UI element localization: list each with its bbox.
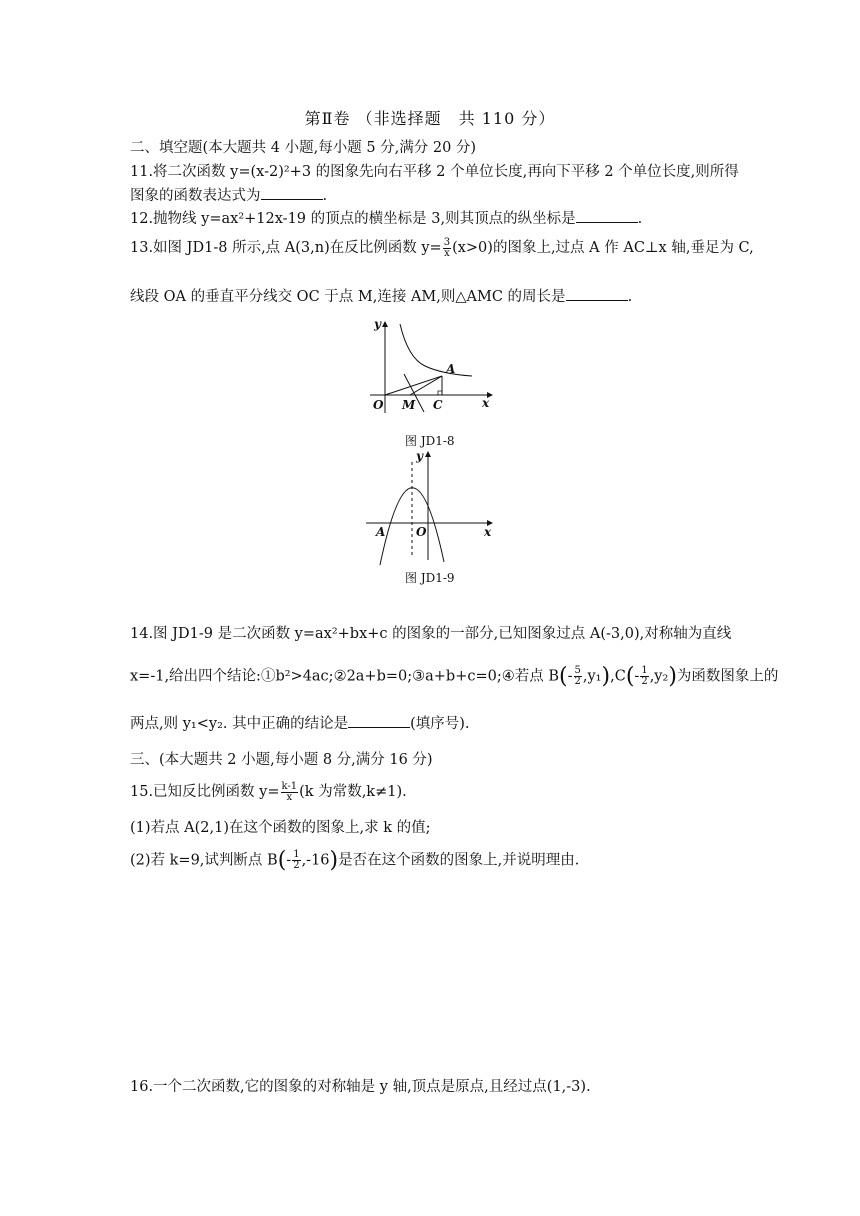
fraction: [443, 238, 451, 259]
label-o: O: [373, 398, 384, 412]
paren-open: (: [625, 664, 635, 689]
hyperbola-curve: [400, 324, 472, 376]
question-14-text-d: (填序号).: [410, 716, 470, 732]
paren-close: ): [668, 664, 677, 689]
label-y: y: [374, 318, 381, 331]
point-b-coords: ,y₁: [582, 668, 602, 685]
question-13-text-b: (x>0)的图象上,过点 A 作 AC⊥x 轴,垂足为 C,: [452, 240, 754, 256]
question-15: [130, 780, 407, 803]
figure-jd1-8: [360, 318, 500, 418]
section-2-heading: 二、填空题(本大题共 4 小题,每小题 5 分,满分 20 分): [130, 140, 477, 156]
question-14-line-2: x=-1,给出四个结论:①b²>4ac;②2a+b=0;③a+b+c=0;④若点 B(- $\frac{5}{2}$ ,y₁),C(- $\frac{1}{2}$ ,y₂)为函数图象上的: [130, 664, 779, 689]
section-3-heading: 三、(本大题共 2 小题,每小题 8 分,满分 16 分): [130, 752, 433, 768]
fraction-numerator: 1: [641, 665, 648, 676]
fraction: [574, 666, 582, 687]
fraction: [640, 666, 648, 687]
question-13-line-2: 线段 OA 的垂直平分线交 OC 于点 M,连接 AM,则△AMC 的周长是 .: [130, 289, 633, 305]
label-c: C: [433, 398, 443, 412]
fraction-denominator: x: [444, 247, 450, 259]
paren-open: (: [277, 848, 287, 873]
question-11-text: 图象的函数表达式为: [130, 188, 261, 204]
part-title: 第Ⅱ卷 （非选择题 共 110 分）: [304, 109, 556, 128]
label-y: y: [416, 450, 423, 463]
question-14-text-b: 为函数图象上的: [676, 668, 779, 685]
fraction-numerator: 1: [293, 849, 300, 860]
question-12: 12.抛物线 y=ax²+12x-19 的顶点的横坐标是 3,则其顶点的纵坐标是 .: [130, 211, 643, 227]
figure-9-caption: 图 JD1-9: [405, 571, 455, 585]
point-c-label: ,C: [610, 668, 626, 685]
question-15-part-2: (2)若 k=9,试判断点 B(- $\frac{1}{2}$ ,-16)是否在这个函数的图象上,并说明理由.: [130, 848, 580, 873]
question-15-2-text-b: 是否在这个函数的图象上,并说明理由.: [338, 852, 580, 869]
figure-8-caption: 图 JD1-8: [405, 434, 455, 448]
point-b-coords: ,-16: [301, 852, 330, 869]
question-14-text-a: x=-1,给出四个结论:①b²>4ac;②2a+b=0;③a+b+c=0;④若点 B: [130, 668, 559, 685]
figure-jd1-9: [362, 450, 502, 566]
question-15-text-b: (k 为常数,k≠1).: [299, 784, 407, 800]
question-14-line-3: [130, 712, 470, 733]
fraction-numerator: 5: [574, 665, 581, 676]
question-12-text: 12.抛物线 y=ax²+12x-19 的顶点的横坐标是 3,则其顶点的纵坐标是: [130, 211, 576, 227]
fraction-denominator: 2: [574, 676, 581, 687]
question-14-line-1: 14.图 JD1-9 是二次函数 y=ax²+bx+c 的图象的一部分,已知图象过点 A(-3,0),对称轴为直线: [130, 626, 732, 642]
question-16: 16.一个二次函数,它的图象的对称轴是 y 轴,顶点是原点,且经过点(1,-3).: [130, 1079, 591, 1095]
question-13-text-c: 线段 OA 的垂直平分线交 OC 于点 M,连接 AM,则△AMC 的周长是: [130, 289, 566, 305]
answer-blank: [576, 210, 638, 223]
label-m: M: [402, 398, 416, 412]
question-14-text-c: 两点,则 y₁<y₂. 其中正确的结论是: [130, 716, 349, 732]
label-x: x: [484, 525, 492, 539]
question-13-line-1: [130, 236, 754, 259]
question-15-text-a: 15.已知反比例函数 y=: [130, 784, 280, 800]
answer-blank: [348, 715, 410, 728]
label-o: O: [416, 525, 427, 539]
question-13-text-a: 13.如图 JD1-8 所示,点 A(3,n)在反比例函数 y=: [130, 240, 442, 256]
fraction-numerator: k-1: [281, 780, 298, 792]
fraction: [292, 850, 300, 871]
point-c-coords: ,y₂: [649, 668, 669, 685]
fraction-numerator: 3: [443, 236, 451, 248]
paren-open: (: [559, 664, 568, 689]
answer-blank: [261, 187, 323, 200]
question-15-part-1: (1)若点 A(2,1)在这个函数的图象上,求 k 的值;: [130, 820, 431, 836]
fraction-denominator: x: [286, 791, 293, 803]
question-15-2-text-a: (2)若 k=9,试判断点 B: [130, 852, 278, 869]
fraction-denominator: 2: [293, 860, 300, 871]
label-a: A: [376, 525, 386, 539]
answer-blank: [566, 288, 628, 301]
fraction-denominator: 2: [641, 676, 648, 687]
right-angle-mark: [438, 391, 442, 395]
question-11-line-1: 11.将二次函数 y=(x-2)²+3 的图象先向右平移 2 个单位长度,再向下平移 2 个单位长度,则所得: [130, 164, 739, 180]
fraction: [281, 782, 299, 803]
label-a: A: [446, 362, 456, 376]
paren-close: ): [329, 848, 339, 873]
label-x: x: [482, 396, 490, 410]
question-11-line-2: 图象的函数表达式为 .: [130, 188, 328, 204]
paren-close: ): [601, 664, 611, 689]
